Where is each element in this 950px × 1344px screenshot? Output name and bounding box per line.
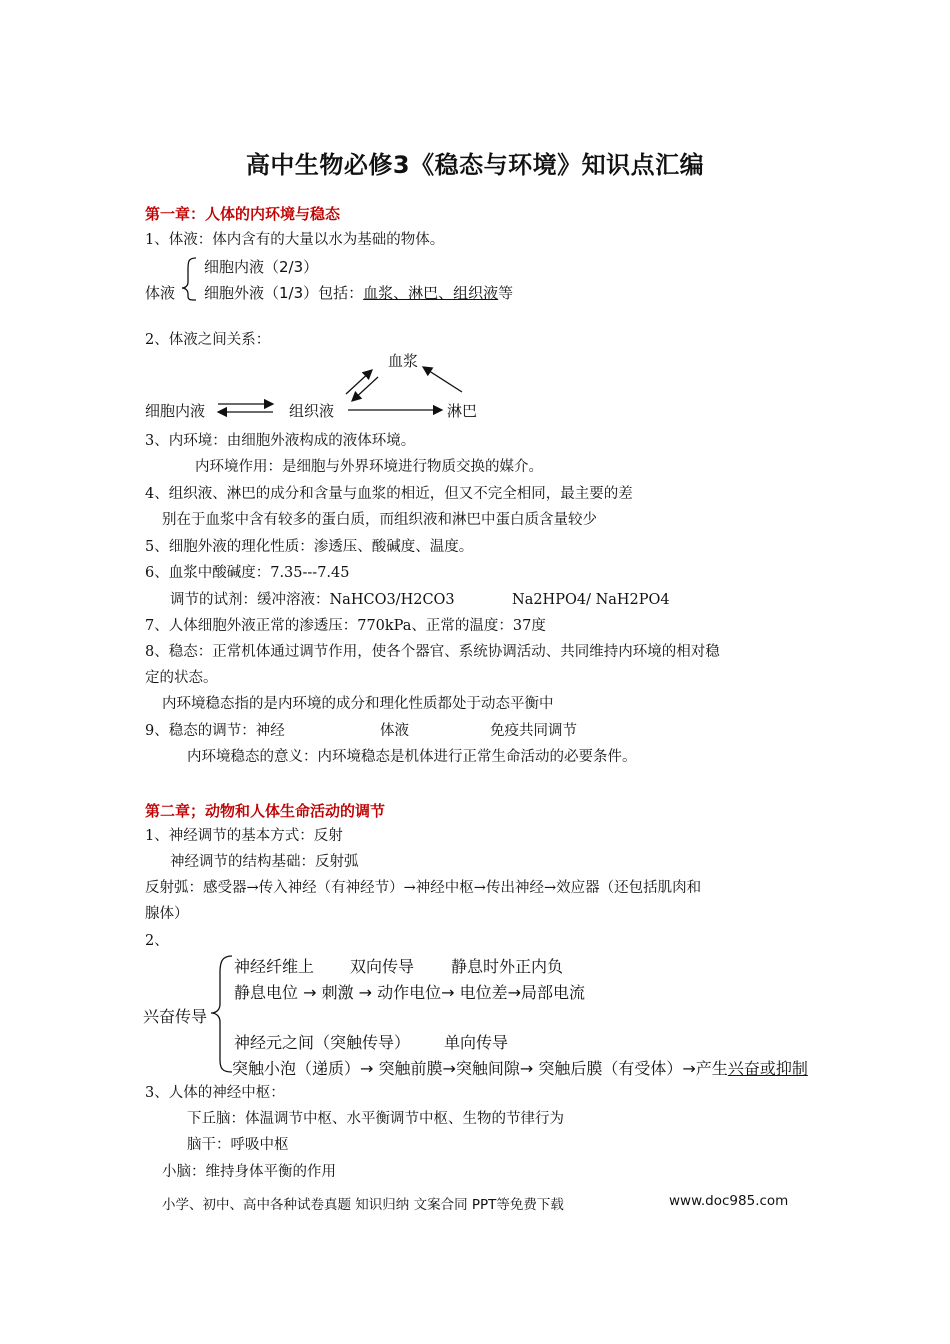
chapter1-heading: 第一章：人体的内环境与稳态 <box>145 205 341 223</box>
node-tissue-fluid: 组织液 <box>289 402 335 420</box>
ch1-item6: 6、血浆中酸碱度：7.35---7.45 <box>145 565 350 581</box>
ch1-item6b-a: 调节的试剂：缓冲溶液：NaHCO3/H2CO3 <box>170 592 455 608</box>
excite-r3-b: 单向传导 <box>444 1033 509 1052</box>
excite-root-label: 兴奋传导 <box>143 1007 208 1026</box>
ch2-item1: 1、神经调节的基本方式：反射 <box>145 828 343 844</box>
ch1-item8c: 内环境稳态指的是内环境的成分和理化性质都处于动态平衡中 <box>162 696 554 712</box>
excite-r3-a: 神经元之间（突触传导） <box>234 1033 411 1052</box>
excite-r4: 突触小泡（递质）→ 突触前膜→突触间隙→ 突触后膜（有受体）→产生兴奋或抑制 <box>232 1059 808 1078</box>
page-title: 高中生物必修3《稳态与环境》知识点汇编 <box>245 151 705 179</box>
ch2-item1b: 神经调节的结构基础：反射弧 <box>170 854 359 870</box>
ch1-item7: 7、人体细胞外液正常的渗透压：770kPa、正常的温度：37度 <box>145 618 546 634</box>
ch1-item2: 2、体液之间关系： <box>145 332 271 348</box>
fluid-intracellular: 细胞内液（2/3） <box>204 258 319 276</box>
ch1-item5: 5、细胞外液的理化性质：渗透压、酸碱度、温度。 <box>145 539 474 555</box>
ch2-item3a: 下丘脑：体温调节中枢、水平衡调节中枢、生物的节律行为 <box>187 1111 564 1127</box>
ch2-item3c: 小脑：维持身体平衡的作用 <box>162 1164 336 1180</box>
ch1-item1: 1、体液：体内含有的大量以水为基础的物体。 <box>145 232 445 248</box>
ch1-item9-b: 体液 <box>380 723 409 739</box>
ch1-item9-c: 免疫共同调节 <box>490 723 577 739</box>
ch1-item8: 8、稳态：正常机体通过调节作用，使各个器官、系统协调活动、共同维持内环境的相对稳 <box>145 644 720 660</box>
ch1-item9b: 内环境稳态的意义：内环境稳态是机体进行正常生命活动的必要条件。 <box>187 749 637 765</box>
ch1-item3: 3、内环境：由细胞外液构成的液体环境。 <box>145 433 416 449</box>
footer-text: 小学、初中、高中各种试卷真题 知识归纳 文案合同 PPT等免费下载 <box>162 1197 564 1213</box>
node-intracellular: 细胞内液 <box>145 402 206 420</box>
excite-r1-a: 神经纤维上 <box>234 957 315 976</box>
ch2-item1c: 反射弧：感受器→传入神经（有神经节）→神经中枢→传出神经→效应器（还包括肌肉和 <box>145 880 702 896</box>
ch1-item4: 4、组织液、淋巴的成分和含量与血浆的相近，但又不完全相同，最主要的差 <box>145 486 633 502</box>
arrow-tissue-to-plasma <box>346 370 372 394</box>
ch1-item4b: 别在于血浆中含有较多的蛋白质，而组织液和淋巴中蛋白质含量较少 <box>162 512 597 528</box>
fluid-brace <box>182 258 196 300</box>
arrow-lymph-to-plasma <box>423 367 462 392</box>
ch2-item3b: 脑干：呼吸中枢 <box>187 1137 289 1153</box>
fluid-extracellular: 细胞外液（1/3）包括：血浆、淋巴、组织液等 <box>204 284 514 302</box>
node-plasma: 血浆 <box>388 352 419 370</box>
ch2-item3: 3、人体的神经中枢： <box>145 1085 285 1101</box>
ch2-item2: 2、 <box>145 933 169 949</box>
footer-url[interactable]: www.doc985.com <box>669 1193 789 1209</box>
excite-brace <box>211 956 232 1072</box>
excite-r1-c: 静息时外正内负 <box>451 957 564 976</box>
excite-r1-b: 双向传导 <box>350 957 415 976</box>
node-lymph: 淋巴 <box>447 402 478 420</box>
ch1-item6b-b: Na2HPO4/ NaH2PO4 <box>512 592 670 608</box>
arrow-plasma-to-tissue <box>352 377 378 401</box>
chapter2-heading: 第二章；动物和人体生命活动的调节 <box>145 802 386 820</box>
ch1-item8b: 定的状态。 <box>145 670 218 686</box>
excite-r2: 静息电位 → 刺激 → 动作电位→ 电位差→局部电流 <box>234 983 586 1002</box>
ch1-item3b: 内环境作用：是细胞与外界环境进行物质交换的媒介。 <box>195 459 543 475</box>
ch2-item1d: 腺体） <box>145 906 189 922</box>
fluid-root-label: 体液 <box>145 284 176 302</box>
ch1-item9-a: 9、稳态的调节：神经 <box>145 723 285 739</box>
